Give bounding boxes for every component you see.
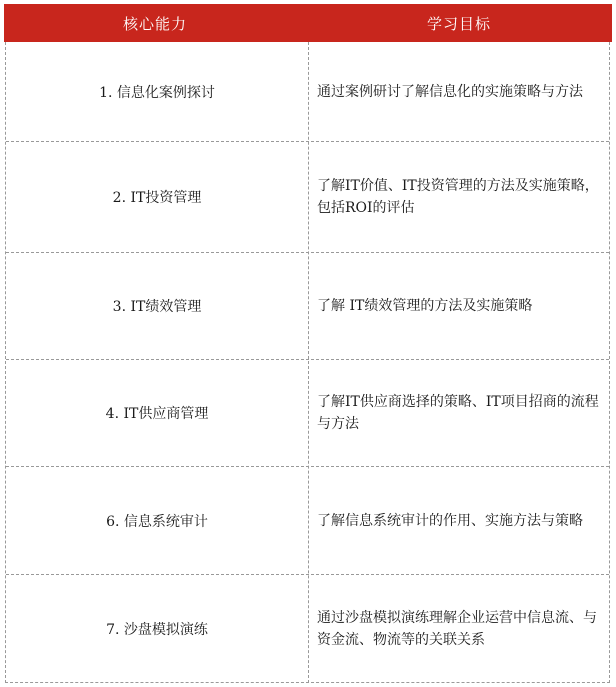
goal-text: 了解IT供应商选择的策略、IT项目招商的流程与方法: [317, 394, 599, 432]
table-row: [6, 360, 609, 467]
goal-cell: [308, 142, 609, 252]
goal-cell: [308, 42, 609, 141]
table-row: [6, 142, 609, 253]
goal-text: 通过案例研讨了解信息化的实施策略与方法: [317, 83, 583, 100]
table-header: [4, 4, 612, 42]
table-row: [6, 42, 609, 142]
capability-cell: 3. IT绩效管理: [112, 299, 202, 315]
goal-text: 了解IT价值、IT投资管理的方法及实施策略，包括ROI的评估: [317, 178, 599, 216]
goal-cell: [308, 360, 609, 466]
capability-cell: 1. 信息化案例探讨: [99, 84, 215, 101]
table-row: [6, 467, 609, 575]
table-row: [6, 253, 609, 360]
goal-cell: [308, 253, 609, 359]
capability-cell: 7. 沙盘模拟演练: [106, 622, 208, 638]
goal-text: 了解 IT绩效管理的方法及实施策略: [317, 298, 533, 314]
table-row: [6, 575, 609, 683]
capability-cell: 6. 信息系统审计: [106, 513, 208, 530]
header-goal: 学习目标: [426, 14, 491, 33]
capability-cell: 4. IT供应商管理: [105, 406, 209, 422]
goal-text: 了解信息系统审计的作用、实施方法与策略: [317, 512, 583, 529]
goal-text: 通过沙盘模拟演练理解企业运营中信息流、与资金流、物流等的关联关系: [317, 610, 597, 648]
header-capability: 核心能力: [122, 14, 187, 33]
goal-cell: [308, 467, 609, 574]
goal-cell: [308, 575, 609, 683]
capability-cell: 2. IT投资管理: [112, 190, 202, 206]
